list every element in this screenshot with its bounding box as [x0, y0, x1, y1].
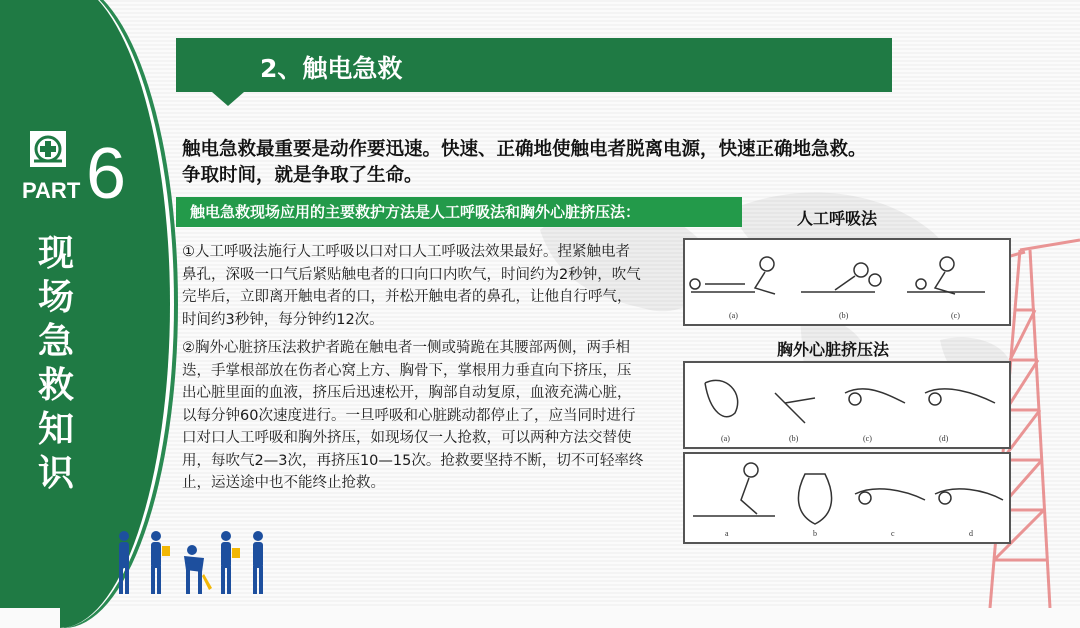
vertical-title-char: 场	[37, 277, 74, 318]
vertical-title-char: 急	[37, 321, 74, 362]
figure-caption: d	[969, 529, 973, 538]
figure-caption: a	[725, 529, 729, 538]
intro-line: 触电急救最重要是动作要迅速。快速、正确地使触电者脱离电源，快速正确地急救。	[182, 139, 867, 160]
compression-illustration	[685, 363, 1009, 447]
paragraph-chest-compression: ②胸外心脏挤压法救护者跪在触电者一侧或骑跪在其腰部两侧，两手相迭，手掌根部放在伤者心窝上方、胸骨下，掌根用力垂直向下挤压，压出心脏里面的血液，挤压后迅速松开，胸部自动复原，血液充满心脏，以每分钟60次速度进行。一旦呼吸和心脏跳动都停止了，应当同时进行口对口人工呼吸和胸外挤压，如现场仅一人抢救，可以两种方法交替使用，每吹气2—3次，再挤压10—15次。抢救要坚持不断，切不可轻率终止，运送途中也不能终止抢救。	[182, 340, 644, 491]
vertical-title-char: 救	[37, 365, 74, 406]
vertical-title-char: 知	[37, 409, 74, 450]
figure-caption: (b)	[839, 311, 849, 320]
section-vertical-title	[36, 232, 76, 496]
part-number: 6	[86, 134, 127, 214]
methods-banner: 触电急救现场应用的主要救护方法是人工呼吸法和胸外心脏挤压法：	[176, 197, 742, 227]
part-label: PART	[22, 178, 81, 203]
title-bar-notch	[212, 92, 244, 106]
vertical-title-char: 现	[37, 233, 74, 274]
figure-caption: (a)	[721, 434, 730, 443]
figure-combined-rescue	[683, 452, 1011, 544]
figure-title-cpr: 人工呼吸法	[797, 209, 878, 228]
figure-caption: (c)	[863, 434, 872, 443]
figure-caption: (d)	[939, 434, 949, 443]
figure-title-compression: 胸外心脏挤压法	[777, 340, 890, 359]
combined-illustration	[685, 454, 1009, 542]
figure-artificial-respiration	[683, 238, 1011, 326]
figure-chest-compression	[683, 361, 1011, 449]
paragraph-artificial-respiration: ①人工呼吸法施行人工呼吸以口对口人工呼吸法效果最好。捏紧触电者鼻孔，深吸一口气后紧贴触电者的口向口内吹气，时间约为2秒钟，吹气完毕后，立即离开触电者的口，并松开触电者的鼻孔，让他自行呼气，时间约3秒钟，每分钟约12次。	[182, 244, 641, 328]
figure-caption: (a)	[729, 311, 738, 320]
cpr-illustration	[685, 240, 1009, 324]
figure-caption: c	[891, 529, 895, 538]
construction-workers-icon	[112, 528, 272, 598]
intro-text	[182, 137, 942, 189]
page-title: 2、触电急救	[260, 54, 403, 83]
figure-caption: (c)	[951, 311, 960, 320]
safety-cross-icon	[30, 131, 66, 167]
figure-caption: b	[813, 529, 817, 538]
figure-caption: (b)	[789, 434, 799, 443]
intro-line: 争取时间，就是争取了生命。	[182, 165, 423, 186]
vertical-title-char: 识	[37, 453, 74, 494]
